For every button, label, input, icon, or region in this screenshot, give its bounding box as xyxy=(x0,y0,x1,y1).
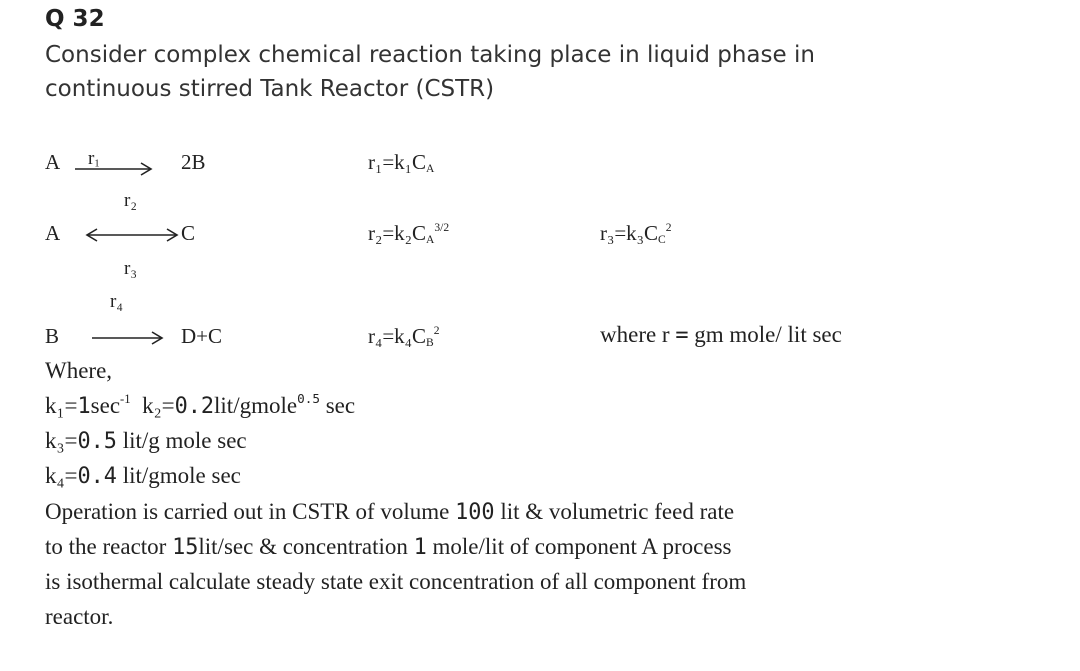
k4-value: k₄=0.4 lit/gmole sec xyxy=(45,463,241,489)
question-intro-line-1: Consider complex chemical reaction taking place in liquid phase in xyxy=(45,42,815,68)
reaction4-products: D+C xyxy=(181,324,223,348)
problem-line-3: is isothermal calculate steady state exit concentration of all component from xyxy=(45,569,747,594)
reaction1-product: 2B xyxy=(181,150,206,174)
reaction2-product: C xyxy=(181,221,196,245)
reaction1-reactant: A xyxy=(45,150,61,174)
where-label: Where, xyxy=(45,358,113,383)
reaction2-reverse-label: r₃ xyxy=(124,258,137,279)
reaction1-rate-label: $r_1$ xyxy=(88,148,100,170)
reaction2-double-arrow xyxy=(85,227,181,243)
reaction1-arrow xyxy=(75,162,155,176)
problem-line-4: reactor. xyxy=(45,604,114,629)
reaction4-rate-law: $r_4=k_4C_B^2$ xyxy=(368,324,440,349)
reaction3-rate-law: $r_3=k_3C_C^2$ xyxy=(600,221,672,246)
question-number: Q 32 xyxy=(45,6,105,32)
reaction4-arrow xyxy=(92,331,166,345)
question-intro-line-2: continuous stirred Tank Reactor (CSTR) xyxy=(45,76,495,102)
reaction4-rate-label: r₄ xyxy=(110,291,123,312)
problem-line-2: to the reactor 15lit/sec & concentration 1 mole/lit of component A process xyxy=(45,534,732,560)
reaction4-reactant: B xyxy=(45,324,60,348)
reaction1-rate-law: $r_1=k_1C_A$ xyxy=(368,150,435,175)
k3-value: k₃=0.5 lit/g mole sec xyxy=(45,428,247,454)
rate-units-note: where r = gm mole/ lit sec xyxy=(600,322,842,348)
reaction2-reactant: A xyxy=(45,221,61,245)
problem-line-1: Operation is carried out in CSTR of volume 100 lit & volumetric feed rate xyxy=(45,499,735,525)
k1-k2-values: $k_1=1\sec^{-1}$ k₂=0.2lit/gmole$^{0.5}$ sec xyxy=(45,390,356,419)
reaction2-rate-law: $r_2=k_2C_A^{3/2}$ xyxy=(368,221,450,246)
reaction2-forward-label: r₂ xyxy=(124,190,137,211)
